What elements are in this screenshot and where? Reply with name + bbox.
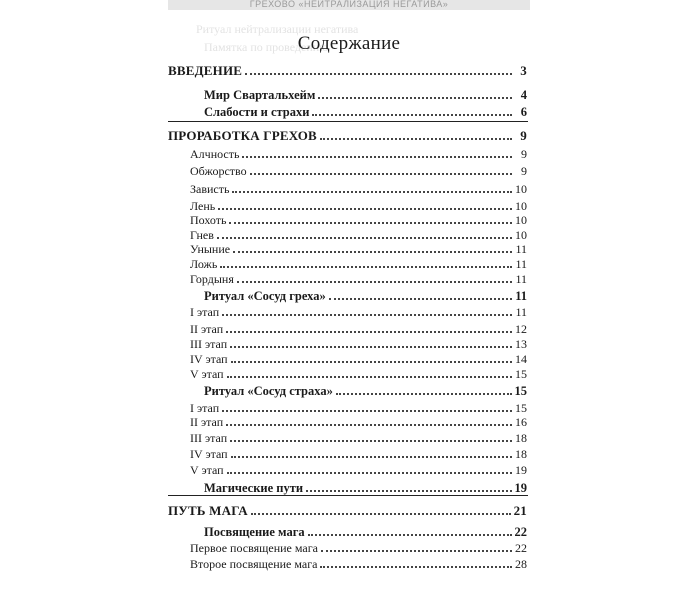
dot-leader [217, 237, 512, 239]
toc-entry[interactable] [190, 163, 527, 179]
toc-entry[interactable] [168, 63, 527, 79]
toc-entry-label: ВВЕДЕНИЕ [168, 63, 243, 78]
toc-page-number: 15 [514, 384, 527, 398]
toc-entry[interactable] [190, 212, 527, 228]
toc-entry[interactable] [204, 383, 527, 399]
toc-entry-label: III этап [190, 337, 228, 351]
toc-entry-label: Обжорство [190, 164, 247, 178]
toc-entry-label: II этап [190, 415, 224, 429]
toc-entry[interactable] [190, 414, 527, 430]
dot-leader [312, 114, 512, 116]
dot-leader [329, 298, 512, 300]
toc-entry[interactable] [168, 128, 527, 144]
toc-entry-label: ПУТЬ МАГА [168, 503, 248, 518]
dot-leader [226, 424, 512, 426]
toc-entry-label: V этап [190, 463, 224, 477]
toc-entry-label: Магические пути [204, 481, 304, 495]
toc-page-number: 18 [515, 447, 527, 461]
toc-page-number: 22 [515, 541, 527, 555]
dot-leader [321, 550, 512, 552]
toc-entry-label: Гнев [190, 228, 214, 242]
section-divider [168, 121, 528, 122]
toc-entry[interactable] [190, 336, 527, 352]
toc-page-number: 16 [515, 415, 527, 429]
toc-entry-label: Слабости и страхи [204, 105, 310, 119]
dot-leader [320, 566, 512, 568]
toc-entry-label: Уныние [190, 242, 231, 256]
toc-page-number: 11 [515, 242, 527, 256]
toc-entry[interactable] [190, 430, 527, 446]
dot-leader [336, 393, 512, 395]
dot-leader [227, 472, 512, 474]
toc-page-number: 4 [520, 88, 527, 102]
toc-page-number: 22 [514, 525, 527, 539]
bleed-through-text: Памятка по проведению [204, 40, 329, 54]
page-title: Содержание [297, 33, 401, 54]
toc-entry-label: Мир Свартальхейм [204, 88, 316, 102]
dot-leader [230, 440, 512, 442]
toc-page-number: 9 [521, 164, 527, 178]
toc-entry[interactable] [190, 256, 527, 272]
dot-leader [227, 376, 512, 378]
toc-entry[interactable] [190, 181, 527, 197]
dot-leader [237, 281, 512, 283]
dot-leader [229, 222, 512, 224]
dot-leader [222, 410, 512, 412]
toc-page-number: 21 [513, 503, 527, 518]
toc-entry[interactable] [190, 304, 527, 320]
dot-leader [218, 208, 512, 210]
toc-entry-label: Ложь [190, 257, 218, 271]
dot-leader [231, 361, 512, 363]
dot-leader [250, 173, 512, 175]
toc-entry-label: Похоть [190, 213, 227, 227]
toc-entry-label: V этап [190, 367, 224, 381]
toc-entry[interactable] [204, 87, 527, 103]
dot-leader [320, 138, 512, 140]
dot-leader [230, 346, 512, 348]
toc-page-number: 12 [515, 322, 527, 336]
toc-entry[interactable] [204, 524, 527, 540]
toc-entry[interactable] [190, 241, 527, 257]
toc-entry[interactable] [190, 321, 527, 337]
toc-page-number: 9 [521, 147, 527, 161]
toc-entry-label: I этап [190, 401, 220, 415]
toc-entry-label: III этап [190, 431, 228, 445]
toc-page-number: 15 [515, 367, 527, 381]
toc-entry-label: IV этап [190, 352, 228, 366]
toc-page-number: 10 [515, 228, 527, 242]
dot-leader [251, 513, 511, 515]
toc-entry[interactable] [190, 366, 527, 382]
dot-leader [232, 191, 512, 193]
toc-entry[interactable] [204, 480, 527, 496]
dot-leader [233, 251, 512, 253]
dot-leader [242, 156, 512, 158]
toc-page-number: 10 [515, 213, 527, 227]
toc-page-number: 11 [515, 305, 527, 319]
toc-entry-label: Первое посвящение мага [190, 541, 318, 555]
toc-page-number: 13 [515, 337, 527, 351]
toc-page-number: 6 [520, 105, 527, 119]
toc-entry[interactable] [190, 271, 527, 287]
toc-entry[interactable] [190, 462, 527, 478]
toc-entry[interactable] [168, 503, 527, 519]
toc-entry-label: II этап [190, 322, 224, 336]
dot-leader [306, 490, 511, 492]
toc-entry-label: Ритуал «Сосуд греха» [204, 289, 326, 303]
dot-leader [222, 314, 512, 316]
dot-leader [220, 266, 512, 268]
toc-entry[interactable] [204, 288, 527, 304]
toc-entry-label: Зависть [190, 182, 230, 196]
toc-entry-label: Лень [190, 199, 216, 213]
toc-entry-label: I этап [190, 305, 220, 319]
toc-page-number: 19 [514, 481, 527, 495]
toc-entry[interactable] [190, 540, 527, 556]
toc-page-number: 18 [515, 431, 527, 445]
dot-leader [308, 534, 512, 536]
toc-page-number: 10 [515, 182, 527, 196]
toc-entry-label: ПРОРАБОТКА ГРЕХОВ [168, 128, 317, 143]
dot-leader [226, 331, 512, 333]
toc-entry-label: Ритуал «Сосуд страха» [204, 384, 333, 398]
toc-entry-label: IV этап [190, 447, 228, 461]
toc-entry-label: Алчность [190, 147, 240, 161]
toc-page-number: 28 [515, 557, 527, 571]
toc-entry-label: Гордыня [190, 272, 234, 286]
running-header: ГРЕХОВО «НЕЙТРАЛИЗАЦИЯ НЕГАТИВА» [168, 0, 530, 10]
toc-page-number: 11 [515, 257, 527, 271]
toc-page-number: 11 [515, 272, 527, 286]
toc-entry[interactable] [190, 146, 527, 162]
toc-page-number: 11 [515, 289, 527, 303]
toc-page-number: 14 [515, 352, 527, 366]
toc-page-number: 10 [515, 199, 527, 213]
toc-entry-label: Посвящение мага [204, 525, 305, 539]
toc-page-number: 19 [515, 463, 527, 477]
toc-entry[interactable] [204, 104, 527, 120]
bleed-through-text: Ритуал нейтрализации негатива [196, 22, 359, 36]
dot-leader [245, 73, 512, 75]
toc-page-number: 15 [515, 401, 527, 415]
toc-entry[interactable] [190, 446, 527, 462]
toc-page-number: 3 [520, 63, 527, 78]
toc-page-number: 9 [520, 128, 527, 143]
dot-leader [231, 456, 512, 458]
toc-entry-label: Второе посвящение мага [190, 557, 318, 571]
book-page [168, 0, 530, 600]
toc-entry[interactable] [190, 556, 527, 572]
dot-leader [318, 97, 512, 99]
toc-entry[interactable] [190, 351, 527, 367]
